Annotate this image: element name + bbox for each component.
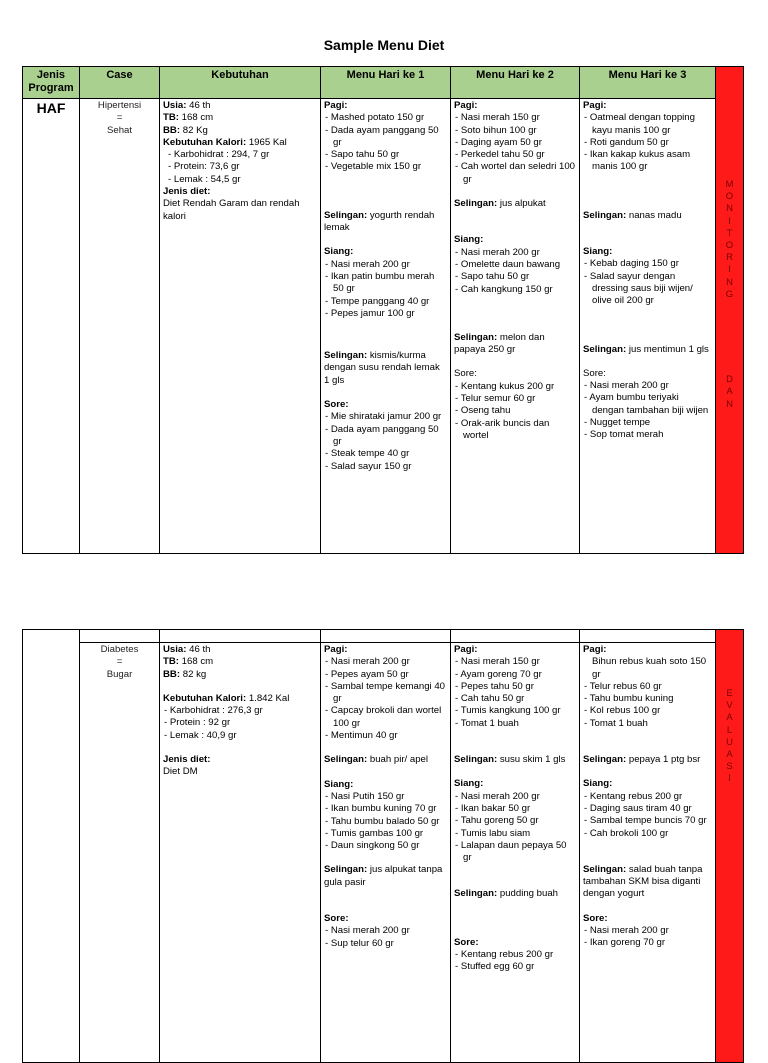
monitoring-sidebar bbox=[716, 67, 744, 554]
program-cell bbox=[23, 99, 80, 554]
vertical-label-top: M O N I T O R I N G D A N bbox=[725, 179, 734, 410]
case-cell: Diabetes = Bugar bbox=[80, 643, 160, 1063]
header-menu-hari-3: Menu Hari ke 3 bbox=[580, 67, 716, 99]
header-menu-hari-2: Menu Hari ke 2 bbox=[451, 67, 580, 99]
evaluasi-sidebar bbox=[716, 630, 744, 1063]
case-cell: Hipertensi = Sehat bbox=[80, 99, 160, 554]
kebutuhan-cell: Usia: 46 th TB: 168 cm BB: 82 kg Kebutuhan Kalori: 1.842 Kal - Karbohidrat : 276,3 gr - Protein : 92 gr - Lemak : 40,9 gr Jenis diet: Diet DM bbox=[160, 643, 321, 1063]
menu-day-1: Pagi: - Nasi merah 200 gr - Pepes ayam 50 gr - Sambal tempe kemangi 40 gr - Capcay brokoli dan wortel 100 gr - Mentimun 40 gr Selingan: buah pir/ apel Siang: - Nasi Putih 150 gr - Ikan bumbu kuning 70 gr - Tahu bumbu balado 50 gr - Tumis gambas 100 gr - Daun singkong 50 gr Selingan: jus alpukat tanpa gula pasir Sore: - Nasi merah 200 gr - Sup telur 60 gr bbox=[321, 643, 451, 1063]
header-kebutuhan: Kebutuhan bbox=[160, 67, 321, 99]
menu-day-2: Pagi: - Nasi merah 150 gr - Ayam goreng 70 gr - Pepes tahu 50 gr - Cah tahu 50 gr - Tumis kangkung 100 gr - Tomat 1 buah Selingan: susu skim 1 gls Siang: - Nasi merah 200 gr - Ikan bakar 50 gr - Tahu goreng 50 gr - Tumis labu siam - Lalapan daun pepaya 50 gr Selingan: pudding buah Sore: - Kentang rebus 200 gr - Stuffed egg 60 gr bbox=[451, 643, 580, 1063]
menu-day-3: Pagi: - Oatmeal dengan topping kayu manis 100 gr - Roti gandum 50 gr - Ikan kakap kukus asam manis 100 gr Selingan: nanas madu Siang: - Kebab daging 150 gr - Salad sayur dengan dressing saus biji wijen/ olive oil 200 gr Selingan: jus mentimun 1 gls Sore: - Nasi merah 200 gr - Ayam bumbu teriyaki dengan tambahan biji wijen - Nugget tempe - Sop tomat merah bbox=[580, 99, 716, 554]
menu-day-2: Pagi: - Nasi merah 150 gr - Soto bihun 100 gr - Daging ayam 50 gr - Perkedel tahu 50 gr - Cah wortel dan seledri 100 gr Selingan: jus alpukat Siang: - Nasi merah 200 gr - Omelette daun bawang - Sapo tahu 50 gr - Cah kangkung 150 gr Selingan: melon dan papaya 250 gr Sore: - Kentang kukus 200 gr - Telur semur 60 gr - Oseng tahu - Orak-arik buncis dan wortel bbox=[451, 99, 580, 554]
vertical-label-bottom: E V A L U A S I bbox=[726, 688, 733, 785]
menu-table-1 bbox=[22, 66, 744, 554]
menu-day-3: Pagi: Bihun rebus kuah soto 150 gr - Telur rebus 60 gr - Tahu bumbu kuning - Kol rebus 100 gr - Tomat 1 buah Selingan: pepaya 1 ptg bsr Siang: - Kentang rebus 200 gr - Daging saus tiram 40 gr - Sambal tempe buncis 70 gr - Cah brokoli 100 gr Selingan: salad buah tanpa tambahan SKM bisa diganti dengan yogurt Sore: - Nasi merah 200 gr - Ikan goreng 70 gr bbox=[580, 643, 716, 1063]
program-cell-empty bbox=[23, 643, 80, 1063]
header-jenis-program: Jenis Program bbox=[23, 67, 80, 99]
header-menu-hari-1: Menu Hari ke 1 bbox=[321, 67, 451, 99]
header-case: Case bbox=[80, 67, 160, 99]
page-title: Sample Menu Diet bbox=[323, 37, 445, 53]
program-name: HAF bbox=[36, 100, 66, 116]
menu-day-1: Pagi: - Mashed potato 150 gr - Dada ayam panggang 50 gr - Sapo tahu 50 gr - Vegetable mix 150 gr Selingan: yogurth rendah lemak Siang: - Nasi merah 200 gr - Ikan patin bumbu merah 50 gr - Tempe panggang 40 gr - Pepes jamur 100 gr Selingan: kismis/kurma dengan susu rendah lemak 1 gls Sore: - Mie shirataki jamur 200 gr - Dada ayam panggang 50 gr - Steak tempe 40 gr - Salad sayur 150 gr bbox=[321, 99, 451, 554]
menu-table-2 bbox=[22, 629, 744, 1063]
kebutuhan-cell: Usia: 46 th TB: 168 cm BB: 82 Kg Kebutuhan Kalori: 1965 Kal - Karbohidrat : 294, 7 gr - Protein: 73,6 gr - Lemak : 54,5 gr Jenis diet: Diet Rendah Garam dan rendah kalori bbox=[160, 99, 321, 554]
